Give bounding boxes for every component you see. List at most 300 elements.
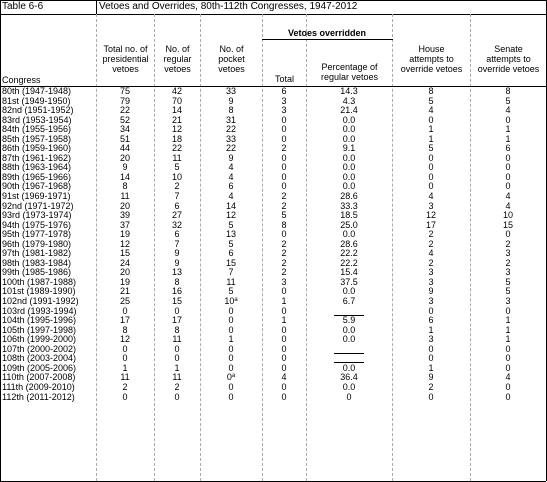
cell-total-vetoes: 20 xyxy=(119,201,130,211)
cell-total-vetoes: 11 xyxy=(120,373,130,383)
cell-regular-vetoes: 0 xyxy=(174,392,180,402)
cell-total-overridden: 4 xyxy=(281,373,287,383)
cell-house-attempts: 9 xyxy=(428,373,434,383)
blank-underline xyxy=(334,354,364,363)
cell-total-vetoes: 17 xyxy=(119,316,130,326)
cell-regular-vetoes: 9 xyxy=(174,258,180,268)
cell-total-vetoes: 20 xyxy=(119,153,130,163)
vetoes-table xyxy=(0,87,546,402)
cell-total-vetoes: 11 xyxy=(120,192,130,202)
cell-congress: 112th (2011-2012) xyxy=(2,392,75,402)
cell-pocket-vetoes: 4 xyxy=(228,192,234,202)
cell-total-vetoes: 34 xyxy=(119,125,130,135)
cell-total-vetoes: 52 xyxy=(119,115,130,125)
cell-total-overridden: 1 xyxy=(281,297,287,307)
cell-pocket-vetoes: 1 xyxy=(228,335,234,345)
table-id: Table 6-6 xyxy=(2,1,44,12)
cell-congress: 103rd (1993-1994) xyxy=(2,306,77,316)
table-row xyxy=(0,249,546,259)
table-row xyxy=(0,87,546,97)
cell-congress: 101st (1989-1990) xyxy=(2,287,76,297)
cell-total-vetoes: 12 xyxy=(119,335,130,345)
cell-senate-attempts: 5 xyxy=(505,287,511,297)
cell-percentage: 22.2 xyxy=(340,258,358,268)
cell-regular-vetoes: 9 xyxy=(174,249,180,259)
header-house xyxy=(393,44,470,74)
cell-regular-vetoes: 15 xyxy=(171,297,182,307)
cell-house-attempts: 3 xyxy=(428,297,434,307)
cell-pocket-vetoes: 0 xyxy=(228,382,234,392)
cell-total-vetoes: 51 xyxy=(119,134,130,144)
cell-congress: 85th (1957-1958) xyxy=(2,134,72,144)
cell-regular-vetoes: 7 xyxy=(174,239,180,249)
cell-regular-vetoes: 11 xyxy=(172,335,182,345)
cell-congress: 88th (1963-1964) xyxy=(2,163,72,173)
cell-percentage: 0.0 xyxy=(342,153,356,163)
cell-total-vetoes: 22 xyxy=(119,106,130,116)
cell-pocket-vetoes: 5 xyxy=(228,287,234,297)
cell-regular-vetoes: 8 xyxy=(174,325,180,335)
cell-total-overridden: 0 xyxy=(281,382,287,392)
cell-percentage: 25.0 xyxy=(340,220,358,230)
cell-senate-attempts: 2 xyxy=(505,258,511,268)
cell-percentage: 21.4 xyxy=(340,106,358,116)
cell-pocket-vetoes: 0 xyxy=(228,306,234,316)
header-percentage xyxy=(307,62,392,82)
cell-senate-attempts: 5 xyxy=(505,96,511,106)
cell-percentage: 5.9 xyxy=(342,316,356,326)
cell-congress: 84th (1955-1956) xyxy=(2,125,72,135)
cell-senate-attempts: 2 xyxy=(505,239,511,249)
cell-house-attempts: 2 xyxy=(428,230,434,240)
cell-total-overridden: 0 xyxy=(281,163,287,173)
table-title: Vetoes and Overrides, 80th-112th Congresses, 1947-2012 xyxy=(99,1,358,12)
table-row xyxy=(0,335,546,345)
cell-pocket-vetoes: 6 xyxy=(228,249,234,259)
cell-senate-attempts: 1 xyxy=(505,325,511,335)
cell-pocket-vetoes: 0 xyxy=(228,363,234,373)
cell-total-overridden: 0 xyxy=(281,354,287,364)
cell-house-attempts: 17 xyxy=(425,220,436,230)
cell-total-vetoes: 44 xyxy=(119,144,130,154)
cell-percentage: 0.0 xyxy=(342,115,356,125)
table-row xyxy=(0,154,546,164)
table-row xyxy=(0,297,546,307)
cell-senate-attempts: 1 xyxy=(505,335,511,345)
cell-total-vetoes: 8 xyxy=(122,182,128,192)
header-line: override vetoes xyxy=(477,64,540,74)
cell-congress: 108th (2003-2004) xyxy=(2,354,77,364)
cell-regular-vetoes: 13 xyxy=(171,268,182,278)
table-row xyxy=(0,221,546,231)
footnote-mark: a xyxy=(231,373,236,380)
cell-congress: 107th (2000-2002) xyxy=(2,344,77,354)
cell-total-overridden: 0 xyxy=(281,363,287,373)
cell-regular-vetoes: 14 xyxy=(171,106,182,116)
cell-total-vetoes: 37 xyxy=(119,220,130,230)
cell-total-vetoes: 75 xyxy=(119,87,130,96)
cell-senate-attempts: 3 xyxy=(505,297,511,307)
cell-house-attempts: 0 xyxy=(428,172,434,182)
cell-senate-attempts: 15 xyxy=(502,220,513,230)
table-row xyxy=(0,354,546,364)
title-row xyxy=(0,0,546,14)
cell-congress: 95th (1977-1978) xyxy=(2,230,72,240)
cell-house-attempts: 1 xyxy=(428,325,434,335)
cell-total-overridden: 0 xyxy=(281,172,287,182)
cell-regular-vetoes: 7 xyxy=(174,192,180,202)
cell-regular-vetoes: 16 xyxy=(171,287,182,297)
header-line: Senate xyxy=(494,44,523,54)
cell-regular-vetoes: 2 xyxy=(174,382,180,392)
header-senate xyxy=(471,44,546,74)
cell-house-attempts: 0 xyxy=(428,153,434,163)
cell-total-overridden: 0 xyxy=(281,344,287,354)
cell-house-attempts: 2 xyxy=(428,239,434,249)
cell-senate-attempts: 0 xyxy=(505,392,511,402)
header-total-presidential xyxy=(97,44,154,74)
cell-total-vetoes: 12 xyxy=(119,239,130,249)
cell-regular-vetoes: 6 xyxy=(174,201,180,211)
cell-congress: 94th (1975-1976) xyxy=(2,220,72,230)
cell-congress: 89th (1965-1966) xyxy=(2,172,72,182)
cell-total-overridden: 0 xyxy=(281,134,287,144)
cell-total-overridden: 0 xyxy=(281,182,287,192)
table-row xyxy=(0,163,546,173)
cell-congress: 102nd (1991-1992) xyxy=(2,297,79,307)
cell-total-vetoes: 9 xyxy=(122,163,128,173)
table-row xyxy=(0,135,546,145)
cell-house-attempts: 0 xyxy=(428,306,434,316)
cell-senate-attempts: 0 xyxy=(505,115,511,125)
cell-percentage xyxy=(306,345,392,355)
cell-percentage: 0.0 xyxy=(342,163,356,173)
cell-total-overridden: 3 xyxy=(281,96,287,106)
header-line: attempts to xyxy=(409,54,454,64)
cell-percentage: 9.1 xyxy=(342,144,356,154)
cell-total-vetoes: 0 xyxy=(122,392,128,402)
cell-senate-attempts: 4 xyxy=(505,192,511,202)
cell-regular-vetoes: 32 xyxy=(171,220,182,230)
cell-regular-vetoes: 5 xyxy=(174,163,180,173)
table-row xyxy=(0,393,546,403)
cell-senate-attempts: 0 xyxy=(505,363,511,373)
cell-house-attempts: 4 xyxy=(428,106,434,116)
cell-percentage: 0.0 xyxy=(342,230,356,240)
header-line: presidential xyxy=(102,54,149,64)
cell-pocket-vetoes: 33 xyxy=(225,134,236,144)
table-row xyxy=(0,345,546,355)
cell-pocket-vetoes: 14 xyxy=(225,201,236,211)
cell-total-overridden: 2 xyxy=(281,144,287,154)
cell-senate-attempts: 0 xyxy=(505,163,511,173)
cell-congress: 100th (1987-1988) xyxy=(2,277,77,287)
cell-total-overridden: 2 xyxy=(281,258,287,268)
cell-regular-vetoes: 0 xyxy=(174,306,180,316)
cell-pocket-vetoes: 22 xyxy=(225,144,236,154)
cell-senate-attempts: 10 xyxy=(502,211,513,221)
cell-regular-vetoes: 0 xyxy=(174,354,180,364)
cell-regular-vetoes: 10 xyxy=(171,172,182,182)
cell-percentage: 36.4 xyxy=(340,373,358,383)
cell-pocket-vetoes: 0 xyxy=(228,392,234,402)
table-row xyxy=(0,287,546,297)
cell-senate-attempts: 4 xyxy=(505,201,511,211)
cell-congress: 97th (1981-1982) xyxy=(2,249,72,259)
header-total-overridden: Total xyxy=(274,74,294,84)
cell-total-vetoes: 20 xyxy=(119,268,130,278)
title-divider xyxy=(96,0,97,14)
cell-house-attempts: 4 xyxy=(428,192,434,202)
cell-congress: 93rd (1973-1974) xyxy=(2,211,72,221)
cell-senate-attempts: 0 xyxy=(505,306,511,316)
cell-house-attempts: 3 xyxy=(428,268,434,278)
cell-regular-vetoes: 12 xyxy=(171,125,182,135)
cell-total-overridden: 0 xyxy=(281,306,287,316)
table-row xyxy=(0,373,546,383)
cell-senate-attempts: 0 xyxy=(505,172,511,182)
header-line: vetoes xyxy=(112,64,139,74)
cell-house-attempts: 1 xyxy=(428,363,434,373)
header-pocket xyxy=(201,44,262,74)
cell-total-vetoes: 39 xyxy=(119,211,130,221)
cell-senate-attempts: 5 xyxy=(505,277,511,287)
header-line: vetoes xyxy=(164,64,191,74)
cell-percentage: 0.0 xyxy=(342,125,356,135)
cell-percentage: 0.0 xyxy=(342,134,356,144)
cell-pocket-vetoes: 12 xyxy=(225,211,236,221)
cell-total-overridden: 2 xyxy=(281,239,287,249)
cell-percentage: 33.3 xyxy=(340,201,358,211)
cell-congress: 106th (1999-2000) xyxy=(2,335,77,345)
table-row xyxy=(0,364,546,374)
cell-pocket-vetoes: 11 xyxy=(226,277,236,287)
header-line: House xyxy=(418,44,445,54)
cell-house-attempts: 3 xyxy=(428,201,434,211)
cell-total-overridden: 0 xyxy=(281,392,287,402)
cell-congress: 110th (2007-2008) xyxy=(2,373,76,383)
cell-house-attempts: 3 xyxy=(428,277,434,287)
cell-pocket-vetoes: 0 xyxy=(228,325,234,335)
cell-pocket-vetoes: 33 xyxy=(225,87,236,96)
cell-pocket-vetoes: 4 xyxy=(228,163,234,173)
table-row xyxy=(0,268,546,278)
cell-house-attempts: 2 xyxy=(428,258,434,268)
header-line: override vetoes xyxy=(400,64,463,74)
cell-total-overridden: 0 xyxy=(281,153,287,163)
cell-congress: 90th (1967-1968) xyxy=(2,182,72,192)
cell-total-overridden: 2 xyxy=(281,268,287,278)
cell-percentage: 18.5 xyxy=(340,211,358,221)
cell-senate-attempts: 0 xyxy=(505,153,511,163)
cell-percentage: 28.6 xyxy=(340,239,358,249)
cell-senate-attempts: 0 xyxy=(505,354,511,364)
cell-pocket-vetoes: 22 xyxy=(225,125,236,135)
cell-total-overridden: 5 xyxy=(281,211,287,221)
cell-congress: 92nd (1971-1972) xyxy=(2,201,74,211)
table-row xyxy=(0,106,546,116)
cell-total-vetoes: 14 xyxy=(119,172,130,182)
cell-percentage: 0.0 xyxy=(342,325,356,335)
cell-senate-attempts: 1 xyxy=(505,134,511,144)
cell-congress: 83rd (1953-1954) xyxy=(2,115,72,125)
cell-total-vetoes: 25 xyxy=(119,297,130,307)
cell-total-vetoes: 24 xyxy=(119,258,130,268)
cell-total-vetoes: 79 xyxy=(119,96,130,106)
cell-total-overridden: 0 xyxy=(281,335,287,345)
cell-regular-vetoes: 21 xyxy=(171,115,182,125)
cell-regular-vetoes: 0 xyxy=(174,344,180,354)
cell-pocket-vetoes: 0 xyxy=(228,344,234,354)
cell-pocket-vetoes: 9 xyxy=(228,153,234,163)
cell-senate-attempts: 1 xyxy=(505,125,511,135)
cell-congress: 104th (1995-1996) xyxy=(2,316,77,326)
vetoes-overridden-heading: Vetoes overridden xyxy=(287,28,367,38)
cell-regular-vetoes: 17 xyxy=(171,316,182,326)
cell-congress: 91st (1969-1971) xyxy=(2,192,71,202)
cell-percentage: 0.0 xyxy=(342,182,356,192)
cell-pocket-vetoes: 10$^a$ xyxy=(224,297,238,307)
cell-total-overridden: 3 xyxy=(281,106,287,116)
cell-total-vetoes: 0 xyxy=(122,354,128,364)
cell-regular-vetoes: 2 xyxy=(174,182,180,192)
footnote-mark: a xyxy=(234,297,238,304)
cell-congress: 86th (1959-1960) xyxy=(2,144,72,154)
header-line: vetoes xyxy=(218,64,245,74)
cell-total-overridden: 6 xyxy=(281,87,287,96)
cell-senate-attempts: 4 xyxy=(505,373,511,383)
cell-house-attempts: 3 xyxy=(428,335,434,345)
cell-total-overridden: 3 xyxy=(281,277,287,287)
cell-percentage: 0.0 xyxy=(342,335,356,345)
table-row xyxy=(0,125,546,135)
cell-senate-attempts: 8 xyxy=(505,87,511,96)
cell-total-vetoes: 21 xyxy=(119,287,130,297)
overridden-underline xyxy=(262,39,393,40)
table-row xyxy=(0,144,546,154)
cell-house-attempts: 5 xyxy=(428,96,434,106)
cell-house-attempts: 1 xyxy=(428,125,434,135)
cell-house-attempts: 0 xyxy=(428,182,434,192)
cell-house-attempts: 0 xyxy=(428,354,434,364)
cell-congress: 80th (1947-1948) xyxy=(2,87,72,96)
cell-total-overridden: 1 xyxy=(281,316,287,326)
cell-total-overridden: 2 xyxy=(281,192,287,202)
table-row xyxy=(0,326,546,336)
blank-underline xyxy=(334,307,364,316)
cell-pocket-vetoes: 13 xyxy=(225,230,236,240)
header-regular xyxy=(155,44,200,74)
table-row xyxy=(0,173,546,183)
table-row xyxy=(0,202,546,212)
header-line: regular vetoes xyxy=(320,72,379,82)
cell-senate-attempts: 6 xyxy=(505,144,511,154)
table-row xyxy=(0,278,546,288)
cell-pocket-vetoes: 4 xyxy=(228,172,234,182)
cell-total-overridden: 0 xyxy=(281,230,287,240)
table-row xyxy=(0,192,546,202)
table-row xyxy=(0,307,546,317)
cell-congress: 98th (1983-1984) xyxy=(2,258,72,268)
cell-total-overridden: 0 xyxy=(281,115,287,125)
cell-pocket-vetoes: 31 xyxy=(225,115,236,125)
cell-percentage: 4.3 xyxy=(342,96,356,106)
cell-congress: 81st (1949-1950) xyxy=(2,96,71,106)
cell-house-attempts: 8 xyxy=(428,87,434,96)
cell-pocket-vetoes: 5 xyxy=(228,239,234,249)
cell-total-overridden: 2 xyxy=(281,249,287,259)
cell-regular-vetoes: 22 xyxy=(171,144,182,154)
cell-pocket-vetoes: 0 xyxy=(228,316,234,326)
cell-regular-vetoes: 42 xyxy=(171,87,182,96)
cell-congress: 96th (1979-1980) xyxy=(2,239,72,249)
cell-pocket-vetoes: 6 xyxy=(228,182,234,192)
cell-house-attempts: 6 xyxy=(428,316,434,326)
cell-congress: 87th (1961-1962) xyxy=(2,153,72,163)
cell-total-vetoes: 19 xyxy=(119,277,130,287)
table-row xyxy=(0,240,546,250)
cell-congress: 99th (1985-1986) xyxy=(2,268,72,278)
cell-total-overridden: 0 xyxy=(281,325,287,335)
cell-total-vetoes: 19 xyxy=(119,230,130,240)
cell-senate-attempts: 0 xyxy=(505,344,511,354)
cell-senate-attempts: 4 xyxy=(505,106,511,116)
table-row xyxy=(0,316,546,326)
cell-house-attempts: 9 xyxy=(428,287,434,297)
cell-senate-attempts: 3 xyxy=(505,268,511,278)
table-row xyxy=(0,182,546,192)
cell-total-vetoes: 15 xyxy=(119,249,130,259)
cell-pocket-vetoes: 5 xyxy=(228,220,234,230)
cell-total-vetoes: 8 xyxy=(122,325,128,335)
cell-percentage: 0.0 xyxy=(342,363,356,373)
header-line: Total no. of xyxy=(103,44,148,54)
blank-underline xyxy=(334,345,364,354)
cell-house-attempts: 1 xyxy=(428,134,434,144)
cell-total-overridden: 8 xyxy=(281,220,287,230)
cell-regular-vetoes: 11 xyxy=(172,153,182,163)
cell-congress: 109th (2005-2006) xyxy=(2,363,77,373)
cell-percentage xyxy=(306,307,392,317)
header-line: attempts to xyxy=(486,54,531,64)
cell-total-overridden: 2 xyxy=(281,201,287,211)
table-row xyxy=(0,383,546,393)
cell-congress: 111th (2009-2010) xyxy=(2,382,75,392)
cell-senate-attempts: 0 xyxy=(505,230,511,240)
cell-senate-attempts: 1 xyxy=(505,316,511,326)
cell-total-vetoes: 0 xyxy=(122,306,128,316)
cell-pocket-vetoes: 15 xyxy=(225,258,236,268)
cell-pocket-vetoes: 9 xyxy=(228,96,234,106)
header-line: No. of xyxy=(165,44,190,54)
cell-congress: 82nd (1951-1952) xyxy=(2,106,74,116)
cell-percentage: 0 xyxy=(346,392,352,402)
table-row xyxy=(0,116,546,126)
cell-regular-vetoes: 27 xyxy=(171,211,182,221)
cell-total-vetoes: 0 xyxy=(122,344,128,354)
cell-percentage: 0.0 xyxy=(342,287,356,297)
cell-house-attempts: 12 xyxy=(425,211,436,221)
cell-percentage: 0.0 xyxy=(342,172,356,182)
header-line: pocket xyxy=(218,54,245,64)
cell-house-attempts: 2 xyxy=(428,382,434,392)
cell-percentage: 28.6 xyxy=(340,192,358,202)
cell-regular-vetoes: 70 xyxy=(171,96,182,106)
cell-pocket-vetoes: 0$^a$ xyxy=(226,373,236,383)
cell-house-attempts: 0 xyxy=(428,115,434,125)
header-line: No. of xyxy=(219,44,244,54)
table-row xyxy=(0,230,546,240)
